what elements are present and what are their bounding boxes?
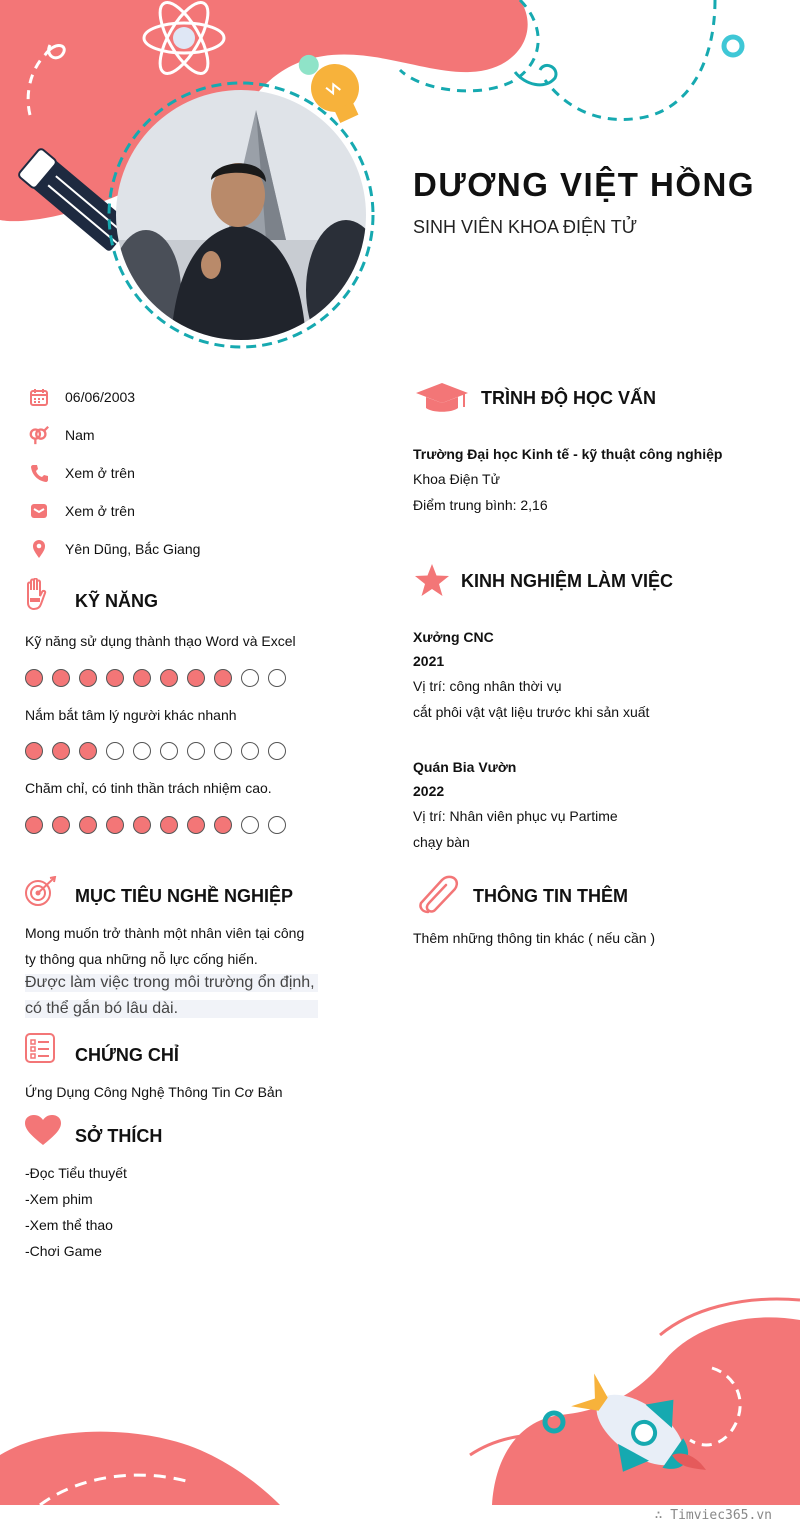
hobbies-heading: SỞ THÍCH [75, 1126, 163, 1146]
contact-gender [28, 423, 95, 447]
hobby-item: -Xem phim [25, 1191, 93, 1207]
email-text: Xem ở trên [65, 503, 135, 519]
extra-heading: THÔNG TIN THÊM [473, 886, 628, 906]
rating-dot-filled [25, 816, 43, 834]
graduation-cap-icon [414, 381, 470, 420]
watermark-text: ∴ Timviec365.vn [654, 1508, 772, 1523]
job-year: 2021 [413, 653, 445, 669]
extra-text: Thêm những thông tin khác ( nếu cần ) [413, 930, 656, 946]
gpa-text: Điểm trung bình: 2,16 [413, 497, 548, 513]
rating-dot-filled [214, 669, 232, 687]
contact-birthdate [28, 385, 136, 409]
calendar-icon [28, 386, 50, 408]
rating-dot-filled [25, 669, 43, 687]
contact-phone [28, 461, 135, 485]
faculty-name: Khoa Điện Tử [413, 471, 500, 487]
rating-dot-filled [133, 816, 151, 834]
school-name: Trường Đại học Kinh tế - kỹ thuật công nghiệp [413, 446, 723, 462]
rating-dot-empty [133, 742, 151, 760]
skill-label: Nắm bắt tâm lý người khác nhanh [25, 707, 237, 723]
rating-dot-empty [241, 742, 259, 760]
rating-dot-filled [214, 816, 232, 834]
target-icon [24, 876, 58, 913]
rating-dot-filled [187, 669, 205, 687]
heart-icon [24, 1114, 62, 1151]
job-title: SINH VIÊN KHOA ĐIỆN TỬ [413, 217, 638, 237]
checklist-icon [24, 1032, 56, 1069]
hand-icon [24, 578, 48, 617]
rating-dot-filled [79, 742, 97, 760]
rating-dot-filled [106, 816, 124, 834]
rating-dot-filled [52, 816, 70, 834]
full-name: DƯƠNG VIỆT HỒNG [413, 166, 756, 203]
skills-heading: KỸ NĂNG [75, 591, 159, 611]
objective-heading: MỤC TIÊU NGHỀ NGHIỆP [75, 886, 294, 906]
rating-dot-filled [52, 669, 70, 687]
rating-dot-empty [268, 669, 286, 687]
rating-dot-filled [25, 742, 43, 760]
rating-dot-empty [160, 742, 178, 760]
email-icon [28, 500, 50, 522]
rating-dot-filled [79, 816, 97, 834]
address-text: Yên Dũng, Bắc Giang [65, 541, 201, 557]
rating-dot-filled [79, 669, 97, 687]
rating-dot-filled [187, 816, 205, 834]
gender-icon [28, 424, 50, 446]
rating-dot-filled [106, 669, 124, 687]
rating-dot-empty [241, 669, 259, 687]
rating-dot-empty [268, 816, 286, 834]
certificates-heading: CHỨNG CHỈ [75, 1045, 179, 1065]
skill-label: Kỹ năng sử dụng thành thạo Word và Excel [25, 633, 296, 649]
rating-dot-filled [133, 669, 151, 687]
profile-photo [116, 90, 366, 340]
gender-text: Nam [65, 427, 95, 443]
hobby-item: -Đọc Tiểu thuyết [25, 1165, 127, 1181]
contact-email [28, 499, 135, 523]
rating-dot-empty [106, 742, 124, 760]
rating-dot-empty [187, 742, 205, 760]
job-company: Xưởng CNC [413, 629, 494, 645]
rating-dot-filled [52, 742, 70, 760]
footer-decoration [0, 1290, 800, 1505]
hobby-item: -Xem thể thao [25, 1217, 113, 1233]
star-icon [414, 563, 450, 602]
job-company: Quán Bia Vườn [413, 759, 517, 775]
birthdate-text: 06/06/2003 [65, 389, 136, 405]
job-description: cắt phôi vật vật liệu trước khi sản xuất [413, 704, 650, 720]
phone-text: Xem ở trên [65, 465, 135, 481]
skill-rating [25, 816, 286, 834]
job-description: chạy bàn [413, 834, 470, 850]
objective-line: Được làm việc trong môi trường ổn định, [25, 974, 318, 992]
rating-dot-empty [241, 816, 259, 834]
job-position: Vị trí: Nhân viên phục vụ Partime [413, 808, 618, 824]
contact-address [28, 537, 201, 561]
paperclip-icon [416, 874, 460, 921]
hobby-item: -Chơi Game [25, 1243, 102, 1259]
job-year: 2022 [413, 783, 445, 799]
objective-line: có thể gắn bó lâu dài. [25, 1000, 318, 1018]
skill-rating [25, 669, 286, 687]
education-heading: TRÌNH ĐỘ HỌC VẤN [481, 388, 656, 408]
objective-line: Mong muốn trở thành một nhân viên tại công [25, 925, 305, 941]
certificate-item: Ứng Dụng Công Nghệ Thông Tin Cơ Bản [25, 1084, 283, 1100]
experience-heading: KINH NGHIỆM LÀM VIỆC [461, 571, 674, 591]
rating-dot-empty [268, 742, 286, 760]
rating-dot-filled [160, 816, 178, 834]
objective-line: ty thông qua những nỗ lực cống hiến. [25, 951, 258, 967]
rating-dot-filled [160, 669, 178, 687]
rating-dot-empty [214, 742, 232, 760]
skill-label: Chăm chỉ, có tinh thần trách nhiệm cao. [25, 780, 272, 796]
job-position: Vị trí: công nhân thời vụ [413, 678, 562, 694]
phone-icon [28, 462, 50, 484]
skill-rating [25, 742, 286, 760]
location-icon [28, 538, 50, 560]
